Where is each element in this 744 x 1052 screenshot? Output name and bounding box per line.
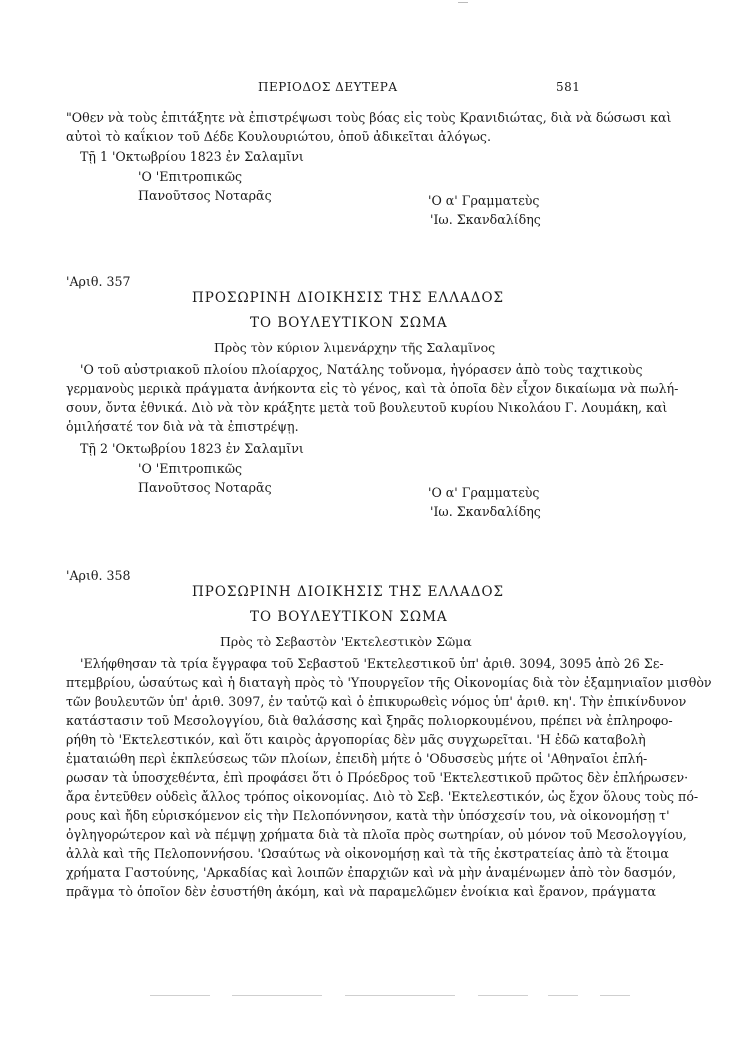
doc-357-sign-left-name: Πανοῦτσος Νοταρᾶς <box>138 480 272 495</box>
doc-358-body-line: ἄρα ἐντεῦθεν οὐδεὶς ἄλλος τρόπος οἰκονομίας. Διὸ τὸ Σεβ. 'Εκτελεστικόν, ὡς ἔχον ὅλους τοὺς πό- <box>66 789 699 804</box>
doc-357-body-line: 'Ο τοῦ αὐστριακοῦ πλοίου πλοίαρχος, Νατάλης τοὔνομα, ἠγόρασεν ἀπὸ τοὺς ταχτικοὺς <box>80 362 643 377</box>
scan-mark-bottom <box>548 995 578 996</box>
doc-358-body-line: πρᾶγμα τὸ ὁποῖον δὲν ἐσυστήθη ἀκόμη, καὶ νὰ παραμελῶμεν ἐνοίκια καὶ ἔρανον, πράγματα <box>66 884 657 899</box>
doc-358-body-line: κατάστασιν τοῦ Μεσολογγίου, διὰ θαλάσσης καὶ ξηρᾶς πολιορκουμένου, πρέπει νὰ ἐπληροφο- <box>66 713 673 728</box>
doc-358-body-line: ἐματαιώθη περὶ ἐκπλεύσεως τῶν πλοίων, ἐπειδὴ μήτε ὁ 'Οδυσσεὺς μήτε οἱ 'Αθηναῖοι ἐπλή- <box>66 751 648 766</box>
doc-357-body-line: ὁμιλήσατέ τον διὰ νὰ τὰ ἐπιστρέψῃ. <box>66 419 299 434</box>
opening-sign-right-name: 'Ιω. Σκανδαλίδης <box>430 212 541 227</box>
opening-line: αὐτοὶ τὸ καΐκιον τοῦ Δέδε Κουλουριώτου, ὁποῦ ἀδικεῖται ἀλόγως. <box>66 129 491 144</box>
scan-mark-top <box>458 2 468 3</box>
scan-mark-bottom <box>345 995 455 996</box>
scan-mark-bottom <box>150 995 210 996</box>
opening-sign-left-role: 'Ο 'Επιτροπικῶς <box>138 169 243 184</box>
doc-357-sign-right-name: 'Ιω. Σκανδαλίδης <box>430 504 541 519</box>
doc-358-body-line: ρήθη τὸ 'Εκτελεστικόν, καὶ ὅτι καιρὸς ἀργοπορίας δὲν μᾶς συγχωρεῖται. 'Η ἐδῶ καταβολὴ <box>66 732 646 747</box>
scan-mark-bottom <box>600 995 630 996</box>
doc-358-body-line: χρήματα Γαστούνης, 'Αρκαδίας καὶ λοιπῶν ἐπαρχιῶν καὶ νὰ μὴν ἀναμένωμεν ἀπὸ τὸν δασμόν, <box>66 865 677 880</box>
doc-358-body-line: τῶν βουλευτῶν ὑπ' ἀριθ. 3097, ἐν ταὐτῷ καὶ ὁ ἐπικυρωθεὶς νόμος ὑπ' ἀριθ. κη'. Τὴν ἐπικίνδυνον <box>66 694 687 709</box>
doc-357-sign-left-role: 'Ο 'Επιτροπικῶς <box>138 461 243 476</box>
doc-357-date: Τῇ 2 'Οκτωβρίου 1823 ἐν Σαλαμῖνι <box>80 441 304 456</box>
doc-357-addressee: Πρὸς τὸν κύριον λιμενάρχην τῆς Σαλαμῖνος <box>214 340 496 355</box>
opening-line: "Οθεν νὰ τοὺς ἐπιτάξητε νὰ ἐπιστρέψωσι τοὺς βόας εἰς τοὺς Κρανιδιώτας, διὰ νὰ δώσωσι καὶ <box>66 110 672 125</box>
doc-358-number: 'Αριθ. 358 <box>66 568 131 583</box>
doc-358-body-line: ρους καὶ ἤδη εὑρισκόμενον εἰς τὴν Πελοπόννησον, κατὰ τὴν ὑπόσχεσίν του, νὰ οἰκονομήσῃ τ' <box>66 808 670 823</box>
doc-357-sign-right-role: 'Ο α' Γραμματεὺς <box>428 485 540 500</box>
doc-358-title: ΠΡΟΣΩΡΙΝΗ ΔΙΟΙΚΗΣΙΣ ΤΗΣ ΕΛΛΑΔΟΣ <box>192 584 505 600</box>
doc-357-title: ΠΡΟΣΩΡΙΝΗ ΔΙΟΙΚΗΣΙΣ ΤΗΣ ΕΛΛΑΔΟΣ <box>192 290 505 306</box>
doc-357-number: 'Αριθ. 357 <box>66 274 131 289</box>
doc-358-body-line: πτεμβρίου, ὡσαύτως καὶ ἡ διαταγὴ πρὸς τὸ 'Υπουργεῖον τῆς Οἰκονομίας διὰ τὸν ἐξαμηνιαῖον μισθὸν <box>66 675 712 690</box>
page-number: 581 <box>556 80 581 94</box>
doc-357-body-line: γερμανοὺς μερικὰ πράγματα ἀνήκοντα εἰς τὸ γένος, καὶ τὰ ὁποῖα δὲν εἶχον δικαίωμα νὰ πωλή- <box>66 381 679 396</box>
opening-sign-left-name: Πανοῦτσος Νοταρᾶς <box>138 188 272 203</box>
doc-358-body-line: 'Ελήφθησαν τὰ τρία ἔγγραφα τοῦ Σεβαστοῦ 'Εκτελεστικοῦ ὑπ' ἀριθ. 3094, 3095 ἀπὸ 26 Σε- <box>80 656 664 671</box>
running-title: ΠΕΡΙΟΔΟΣ ΔΕΥΤΕΡΑ <box>258 80 398 94</box>
opening-sign-right-role: 'Ο α' Γραμματεὺς <box>428 193 540 208</box>
scan-mark-bottom <box>232 995 322 996</box>
doc-358-body-line: ρωσαν τὰ ὑποσχεθέντα, ἐπὶ προφάσει ὅτι ὁ Πρόεδρος τοῦ 'Εκτελεστικοῦ πρῶτος δὲν ἐπλήρωσεν· <box>66 770 689 785</box>
doc-357-body-line: σουν, ὄντα ἐθνικά. Διὸ νὰ τὸν κράξητε μετὰ τοῦ βουλευτοῦ κυρίου Νικολάου Γ. Λουμάκη, καὶ <box>66 400 668 415</box>
opening-date: Τῇ 1 'Οκτωβρίου 1823 ἐν Σαλαμῖνι <box>80 149 304 164</box>
doc-358-body-line: ἀλλὰ καὶ τῆς Πελοποννήσου. 'Ωσαύτως νὰ οἰκονομήσῃ καὶ τὰ τῆς ἐκστρατείας ἀπὸ τὰ ἕτοιμα <box>66 846 669 861</box>
doc-358-body-line: ὀγληγορώτερον καὶ νὰ πέμψῃ χρήματα διὰ τὰ πλοῖα πρὸς σωτηρίαν, οὐ μόνον τοῦ Μεσολογγίου, <box>66 827 687 842</box>
doc-358-addressee: Πρὸς τὸ Σεβαστὸν 'Εκτελεστικὸν Σῶμα <box>220 634 472 649</box>
doc-357-subtitle: ΤΟ ΒΟΥΛΕΥΤΙΚΟΝ ΣΩΜΑ <box>250 315 448 331</box>
doc-358-subtitle: ΤΟ ΒΟΥΛΕΥΤΙΚΟΝ ΣΩΜΑ <box>250 609 448 625</box>
scan-mark-bottom <box>478 995 528 996</box>
